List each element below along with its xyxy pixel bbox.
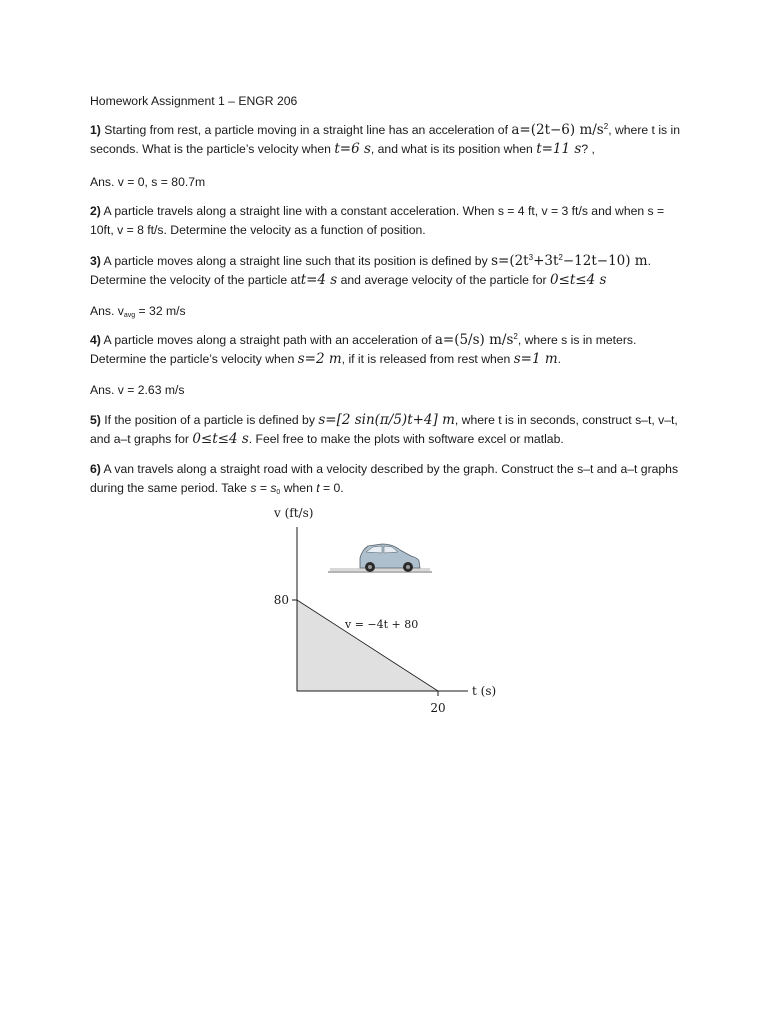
question-1-text-c: , and what is its position when [370,142,537,156]
van-car-icon [328,544,432,573]
question-6 [90,460,690,498]
question-3-equation-position-c: −12t−10) m [562,253,648,269]
question-2 [90,202,690,240]
question-4-text-c: , if it is released from rest when [341,352,514,366]
question-4-exponent: 2 [513,332,518,341]
x-tick-label-20: 20 [430,701,446,715]
question-2-number: 2) [90,204,101,218]
question-1-equation-t2: t=11 s [536,141,582,157]
question-3-exponent-3: 3 [528,253,534,262]
question-5-equation-range: 0≤t≤4 s [192,431,249,447]
velocity-time-chart [270,500,510,720]
question-6-s0-variable: s [270,481,277,495]
question-6-t-variable: t [316,481,320,495]
y-tick-label-80: 80 [273,593,289,607]
question-6-text-c: when [280,481,317,495]
document-header: Homework Assignment 1 – ENGR 206 [90,94,298,108]
question-4-equation-acceleration: a=(5/s) m/s [434,332,514,348]
question-1-exponent: 2 [603,122,609,131]
question-1-equation-t1: t=6 s [334,141,371,157]
question-5-text-a: If the position of a particle is defined by [100,413,319,427]
question-4-text-a: A particle moves along a straight path with an acceleration of [100,333,435,347]
question-4-text-b: , where s is in meters. Determine the particle’s velocity when [90,333,637,366]
question-3-text-a: A particle moves along a straight line such that its position is defined by [100,254,492,268]
question-4-number: 4) [90,333,101,347]
t-axis-label: t (s) [472,684,497,698]
question-4 [90,331,690,369]
question-3-text-b: . Determine the velocity of the particle at [90,254,651,287]
question-4-text-d: . [557,352,562,366]
v-axis-label: v (ft/s) [274,506,314,520]
question-6-text-a: A van travels along a straight road with a velocity described by the graph. Construct the s–t and a–t graphs during the same period. Take [90,462,679,495]
question-1-text-a: Starting from rest, a particle moving in a straight line has an acceleration of [100,123,512,137]
answer-1: Ans. v = 0, s = 80.7m [90,175,206,189]
question-1-text-b: , where t is in seconds. What is the particle’s velocity when [90,123,681,156]
answer-3-value: = 32 m/s [135,304,186,318]
velocity-time-graph [270,500,510,720]
question-6-text-d: = 0. [319,481,344,495]
question-6-s-variable: s [250,481,257,495]
question-6-text-b: = [256,481,271,495]
question-3-equation-time: t=4 s [300,272,338,288]
question-5-text-b: , where t is in seconds, construct s–t, v–t, and a–t graphs for [90,413,678,446]
question-5 [90,411,690,449]
question-3-exponent-2: 2 [558,253,563,262]
question-3 [90,252,690,290]
question-5-number: 5) [90,413,101,427]
question-3-text-c: and average velocity of the particle for [337,273,550,287]
velocity-equation-annotation: v = −4t + 80 [345,618,419,631]
question-1 [90,121,690,159]
question-3-equation-range: 0≤t≤4 s [549,272,607,288]
question-3-equation-position-b: +3t [533,253,559,269]
question-1-text-d: ? , [581,142,595,156]
answer-4: Ans. v = 2.63 m/s [90,383,185,397]
question-5-equation-position: s=[2 sin(π/5)t+4] m [318,412,455,428]
question-4-equation-s1: s=2 m [297,351,342,367]
answer-3-prefix: Ans. v [90,304,124,318]
answer-3-subscript: avg [123,312,136,319]
question-3-equation-position-a: s=(2t [491,253,529,269]
question-5-text-c: . Feel free to make the plots with software excel or matlab. [248,432,564,446]
question-4-equation-s2: s=1 m [513,351,558,367]
answer-3 [90,302,690,321]
question-3-number: 3) [90,254,101,268]
question-6-number: 6) [90,462,101,476]
question-1-number: 1) [90,123,101,137]
question-6-s0-subscript: 0 [276,489,281,496]
question-1-equation-acceleration: a=(2t−6) m/s [511,122,604,138]
velocity-area-fill [297,600,438,691]
question-2-text: A particle travels along a straight line with a constant acceleration. When s = 4 ft, v = 3 ft/s and when s = 10ft, v = 8 ft/s. Determine the velocity as a function of position. [90,204,665,237]
